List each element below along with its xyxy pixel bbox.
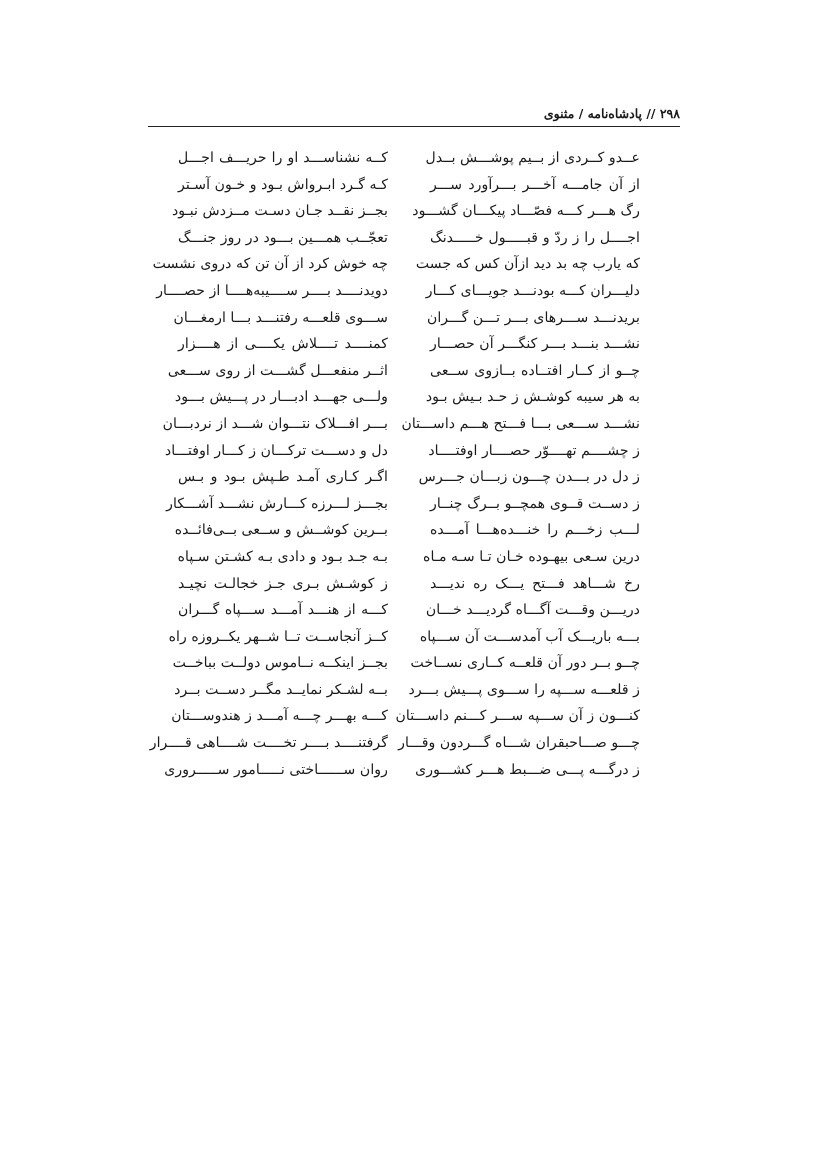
hemistich-left: بـــر افـــلاک نتـــوان شـــد از نردبـــان — [162, 415, 388, 432]
hemistich-left: بجــز اینکــه نــاموس دولــت بباخــت — [172, 655, 388, 672]
hemistich-right: که یارب چه بد دید ازآن کس که جست — [415, 256, 640, 273]
hemistich-left: بــه لشـکر نمایــد مگــر دســت بــرد — [174, 681, 388, 698]
hemistich-left: دل و دســـت ترکـــان ز کـــار اوفتـــاد — [164, 442, 388, 459]
couplet — [178, 597, 640, 624]
hemistich-right: ز درگـــه پـــی ضـــبط هـــر کشـــوری — [415, 761, 640, 778]
hemistich-right: عــدو کــردی از بــیم پوشـــش بــدل — [425, 150, 640, 166]
hemistich-right: بـــه باریـــک آب آمدســـت آن ســـپاه — [419, 628, 640, 645]
hemistich-left: ز کوشـش بـری جـز خجالـت نچیـد — [178, 575, 388, 592]
hemistich-right: کنـــون ز آن ســـپه ســـر کـــنم داســـتان — [395, 708, 640, 725]
hemistich-left: اگـر کـاری آمـد طـپش بـود و بـس — [178, 469, 388, 486]
couplet — [174, 384, 640, 411]
hemistich-right: به هر سیبه کوشـش ز حـد بـیش بـود — [425, 389, 640, 406]
couplet — [178, 145, 640, 172]
hemistich-right: نشـــد بنـــد بـــر کنگـــر آن حصـــار — [430, 336, 640, 353]
hemistich-left: تعجّــب همـــین بـــود در روز جنـــگ — [178, 229, 388, 246]
couplet — [172, 650, 640, 677]
hemistich-left: کـــه از هنـــد آمـــد ســـپاه گـــران — [178, 602, 388, 619]
hemistich-left: کـــه بهـــر چـــه آمـــد ز هندوســـتان — [171, 708, 388, 725]
hemistich-right: اجــــل را ز ردّ و قبـــــول خـــــدنگ — [430, 229, 640, 246]
hemistich-left: دویدنــــد بــــر ســــیبه‌هــــا از حصــــار — [156, 282, 388, 299]
hemistich-left: چه خوش کرد از آن تن که دروی نشست — [152, 256, 388, 273]
couplet — [171, 703, 640, 730]
hemistich-left: کــه نشناســـد او را حریـــف اجـــل — [178, 150, 388, 166]
hemistich-right: دلیـــران کـــه بودنـــد جویـــای کـــار — [425, 282, 640, 299]
couplet — [178, 225, 640, 252]
header-rule — [148, 126, 680, 127]
header-separator: // — [646, 106, 656, 121]
couplet — [164, 757, 640, 784]
hemistich-right: ز دل در بـــدن چـــون زبـــان جـــرس — [418, 469, 640, 486]
hemistich-left: ولـــی جهـــد ادبـــار در پـــیش بـــود — [174, 389, 388, 406]
hemistich-left: بجــز نقــد جـان دسـت مــزدش نبـود — [171, 203, 388, 220]
hemistich-right: ز دســت قــوی همچــو بــرگ چنــار — [430, 495, 640, 512]
couplet — [168, 624, 640, 651]
couplet — [174, 677, 640, 704]
couplet — [178, 571, 640, 598]
hemistich-right: چــو بــر دور آن قلعــه کــاری نســاخت — [410, 655, 640, 672]
couplet — [178, 544, 640, 571]
hemistich-left: روان ســــــاختی نـــــامور ســـــروری — [164, 761, 388, 778]
hemistich-right: از آن جامـــه آخـــر بـــرآورد ســـر — [430, 176, 640, 193]
hemistich-right: درین سـعی بیهـوده خـان تـا سـه مـاه — [423, 548, 640, 565]
book-title: پادشاه‌نامه / مثنوی — [543, 106, 642, 121]
hemistich-right: نشـــد ســـعی بـــا فـــتح هـــم داســـتان — [401, 415, 640, 432]
hemistich-right: رگ هـــر کـــه فصّـــاد پیکـــان گشـــود — [412, 203, 640, 220]
hemistich-right: چــو از کــار افتــاده بــازوی ســعی — [430, 362, 640, 379]
couplet — [167, 358, 640, 385]
hemistich-left: بــرین کوشــش و ســعی بــی‌فائــده — [174, 522, 388, 539]
hemistich-left: ســـوی قلعـــه رفتنـــد بـــا ارمغـــان — [173, 309, 388, 326]
page-number: ۲۹۸ — [659, 106, 680, 121]
hemistich-left: بجـــز لـــرزه کـــارش نشـــد آشـــکار — [166, 495, 388, 512]
hemistich-right: بریدنـــد ســـرهای بـــر تـــن گـــران — [426, 309, 640, 326]
couplet — [171, 198, 640, 225]
hemistich-left: گرفتنــــد بــــر تخــــت شــــاهی قــــرار — [149, 735, 388, 752]
hemistich-right: دریـــن وقـــت آگـــاه گردیـــد خـــان — [425, 602, 640, 619]
couplet — [166, 491, 640, 518]
hemistich-right: چـــو صـــاحبقران شـــاه گـــردون وقـــار — [398, 735, 640, 752]
couplet — [174, 517, 640, 544]
poem-body — [149, 145, 640, 783]
couplet — [173, 305, 640, 332]
couplet — [178, 331, 640, 358]
couplet — [149, 730, 640, 757]
couplet — [164, 438, 640, 465]
hemistich-left: بـه جـد بـود و دادی بـه کشـتن سـپاه — [177, 548, 388, 565]
hemistich-left: کمنــــد تــــلاش یکــــی از هــــزار — [178, 336, 388, 353]
couplet — [156, 278, 640, 305]
hemistich-left: کــز آنجاســت تــا شــهر یکــروزه راه — [168, 628, 388, 645]
couplet — [178, 172, 640, 199]
hemistich-right: رخ شـــاهد فـــتح یـــک ره ندیـــد — [430, 575, 640, 592]
hemistich-left: کـه گـرد ابـرواش بـود و خـون آسـتر — [178, 176, 388, 193]
hemistich-right: ز قلعـــه ســـپه را ســـوی پـــیش بـــرد — [408, 681, 640, 698]
couplet — [152, 251, 640, 278]
running-header — [148, 104, 680, 126]
hemistich-right: لـــب زخـــم را خنـــده‌هـــا آمـــده — [430, 522, 640, 539]
couplet — [162, 411, 640, 438]
hemistich-right: ز چشــــم تهــــوّر حصــــار اوفتــــاد — [428, 442, 640, 459]
couplet — [178, 464, 640, 491]
hemistich-left: اثــر منفعـــل گشـــت از روی ســـعی — [167, 362, 388, 379]
